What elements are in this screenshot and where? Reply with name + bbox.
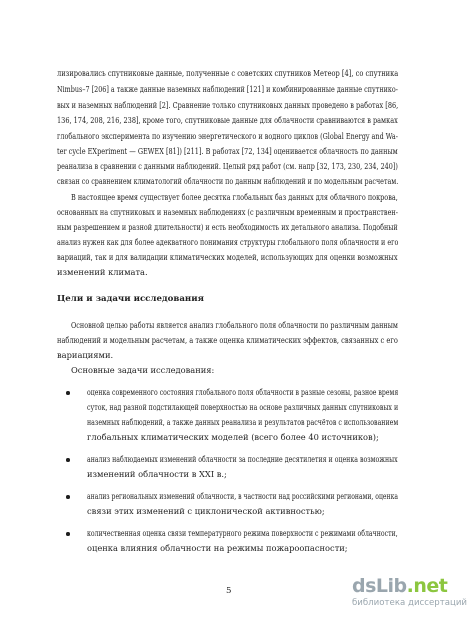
text-line: Основной целью работы является анализ глобального поля облачности по различным данным <box>71 320 398 330</box>
list-item-line: оценка влияния облачности на режимы пожароопасности; <box>87 543 348 553</box>
text-line: наблюдений и модельным расчетам, а также оценка климатических эффектов, связанных с его <box>57 335 398 345</box>
list-item-line: наземных наблюдений, а также данных реанализа и результатов расчётов с использованием <box>87 417 399 427</box>
text-line: 136, 174, 208, 216, 238], кроме того, спутниковые данные для облачности сравниваются в рамках <box>57 115 398 125</box>
text-line: ным разрешением и разной длительности) и есть необходимость их детального анализа. Подобный <box>57 222 398 232</box>
watermark <box>352 575 467 615</box>
list-item-line: глобальных климатических моделей (всего более 40 источников); <box>87 432 379 442</box>
watermark-logo-part1: dsLib <box>352 575 407 597</box>
list-item-line: количественная оценка связи температурного режима поверхности с режимами облачности, <box>87 528 398 538</box>
text-line: изменений климата. <box>57 267 148 277</box>
text-line: ter cycle EXperiment — GEWEX [81]) [211]. В работах [72, 134] оценивается облачность по данным <box>57 146 398 156</box>
text-line: В настоящее время существует более десятка глобальных баз данных для облачного покрова, <box>71 192 398 202</box>
text-line: вых и наземных наблюдений [2]. Сравнение только спутниковых данных проведено в работах [86, <box>57 100 399 110</box>
text-line: вариациями. <box>57 350 114 360</box>
list-item-line: изменений облачности в XXI в.; <box>87 469 227 479</box>
list-item-line: связи этих изменений с циклонической активностью; <box>87 506 325 516</box>
text-line: глобального эксперимента по изучению энергетического и водного циклов (Global Energy and Wa- <box>57 131 398 141</box>
watermark-logo <box>352 575 447 597</box>
bullet-icon <box>66 458 70 462</box>
text-line: реанализа в сравнении с данными наблюдений. Целый ряд работ (см. напр [32, 173, 230, 234, 240]) <box>57 161 398 171</box>
bullet-icon <box>66 391 70 395</box>
text-line: основанных на спутниковых и наземных наблюдениях (с различным временным и пространствен- <box>57 207 398 217</box>
watermark-logo-part2: .net <box>406 575 448 597</box>
text-line: анализ нужен как для более адекватного понимания структуры глобального поля облачности и его <box>57 237 399 247</box>
text-line: лизировались спутниковые данные, полученные с советских спутников Метеор [4], со спутника <box>57 68 399 78</box>
list-item-line: анализ наблюдаемых изменений облачности за последние десятилетия и оценка возможных <box>87 454 398 464</box>
text-line: вариаций, так и для валидации климатических моделей, использующих для оценки возможных <box>57 252 398 262</box>
bullet-icon <box>66 495 70 499</box>
list-item-line: суток, над разной подстилающей поверхностью на основе различных данных спутниковых и <box>87 402 399 412</box>
bullet-icon <box>66 532 70 536</box>
text-line: Nimbus–7 [206] а также данные наземных наблюдений [121] и комбинированные данные спутнико- <box>57 84 398 94</box>
list-item-line: анализ региональных изменений облачности, в частности над российскими регионами, оценка <box>87 491 399 501</box>
list-item-line: оценка современного состояния глобального поля облачности в разные сезоны, разное время <box>87 387 399 397</box>
section-heading: Цели и задачи исследования <box>57 294 204 304</box>
watermark-subtitle: библиотека диссертаций <box>352 598 467 608</box>
text-line: Основные задачи исследования: <box>71 365 215 375</box>
page-number: 5 <box>226 586 232 596</box>
text-line: связан со сравнением климатологий облачности по данным наблюдений и по модельным расчетам. <box>57 176 399 186</box>
